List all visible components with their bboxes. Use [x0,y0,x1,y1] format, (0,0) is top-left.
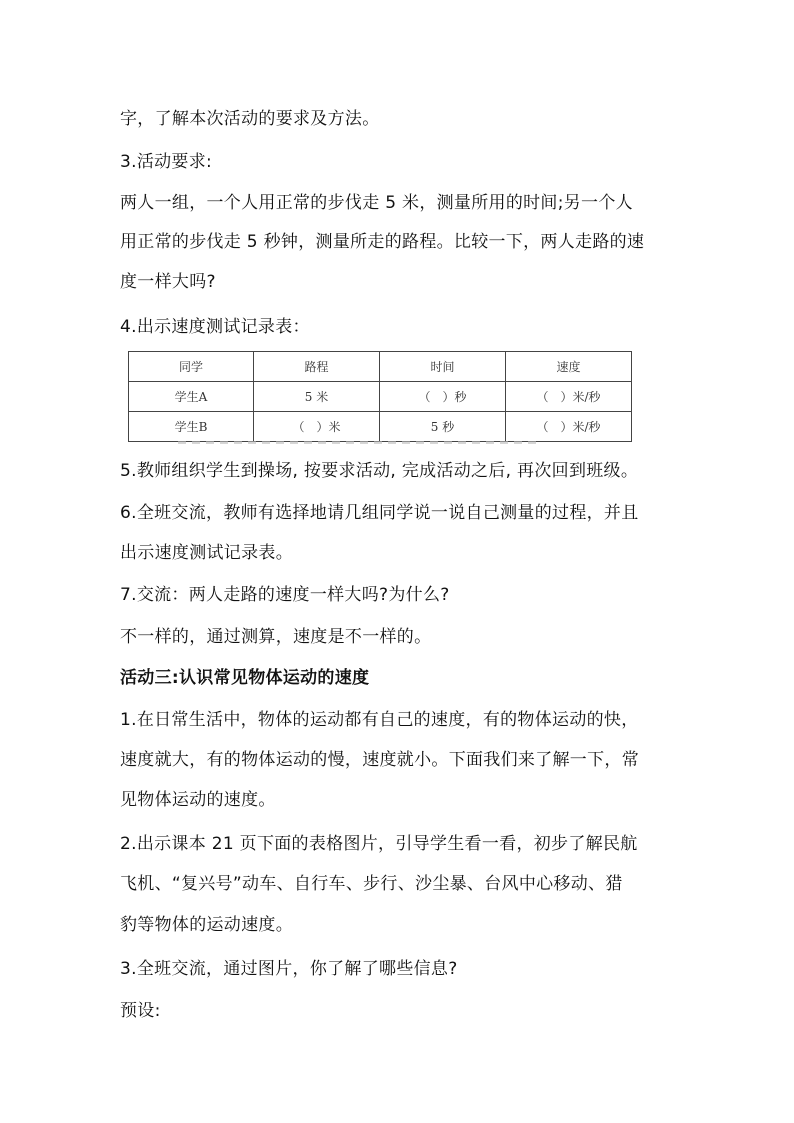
paragraph-line: 速度就大，有的物体运动的慢，速度就小。下面我们来了解一下，常 [120,750,639,770]
paragraph-line: 度一样大吗? [120,272,216,292]
table-header-cell: 速度 [506,352,632,382]
paragraph-line: 1.在日常生活中，物体的运动都有自己的速度，有的物体运动的快， [120,710,639,730]
section-heading: 活动三:认识常见物体运动的速度 [120,668,370,688]
table-row [129,382,632,412]
paragraph-line: 3.全班交流，通过图片，你了解了哪些信息? [120,959,458,979]
cropped-text-remnant [128,439,631,445]
table-cell: 5 米 [254,382,380,412]
speed-record-table [128,351,632,442]
paragraph-line: 预设: [120,1001,161,1021]
table-header-row [129,352,632,382]
paragraph-line: 飞机、“复兴号”动车、自行车、步行、沙尘暴、台风中心移动、猎 [120,874,623,894]
paragraph-line: 7.交流：两人走路的速度一样大吗?为什么? [120,585,450,605]
paragraph-line: 6.全班交流，教师有选择地请几组同学说一说自己测量的过程，并且 [120,503,639,523]
table-header-cell: 时间 [380,352,506,382]
table-row [129,412,632,442]
paragraph-line: 用正常的步伐走 5 秒钟，测量所走的路程。比较一下，两人走路的速 [120,232,645,252]
paragraph-line: 3.活动要求: [120,152,213,172]
table-cell: （ ）秒 [380,382,506,412]
table-cell: 学生B [129,412,254,442]
paragraph-line: 见物体运动的速度。 [120,790,276,810]
paragraph-line: 4.出示速度测试记录表： [120,317,310,337]
table-cell: 学生A [129,382,254,412]
paragraph-line: 字，了解本次活动的要求及方法。 [120,109,380,129]
table-header-cell: 同学 [129,352,254,382]
table-cell: （ ）米/秒 [506,382,632,412]
paragraph-line: 两人一组，一个人用正常的步伐走 5 米，测量所用的时间;另一个人 [120,193,633,213]
paragraph-line: 豹等物体的运动速度。 [120,915,293,935]
table-cell: 5 秒 [380,412,506,442]
paragraph-line: 5.教师组织学生到操场, 按要求活动, 完成活动之后, 再次回到班级。 [120,461,639,481]
table-cell: （ ）米 [254,412,380,442]
table-header-cell: 路程 [254,352,380,382]
paragraph-line: 出示速度测试记录表。 [120,543,293,563]
table-cell: （ ）米/秒 [506,412,632,442]
paragraph-line: 2.出示课本 21 页下面的表格图片，引导学生看一看，初步了解民航 [120,834,638,854]
paragraph-line: 不一样的，通过测算，速度是不一样的。 [120,627,432,647]
